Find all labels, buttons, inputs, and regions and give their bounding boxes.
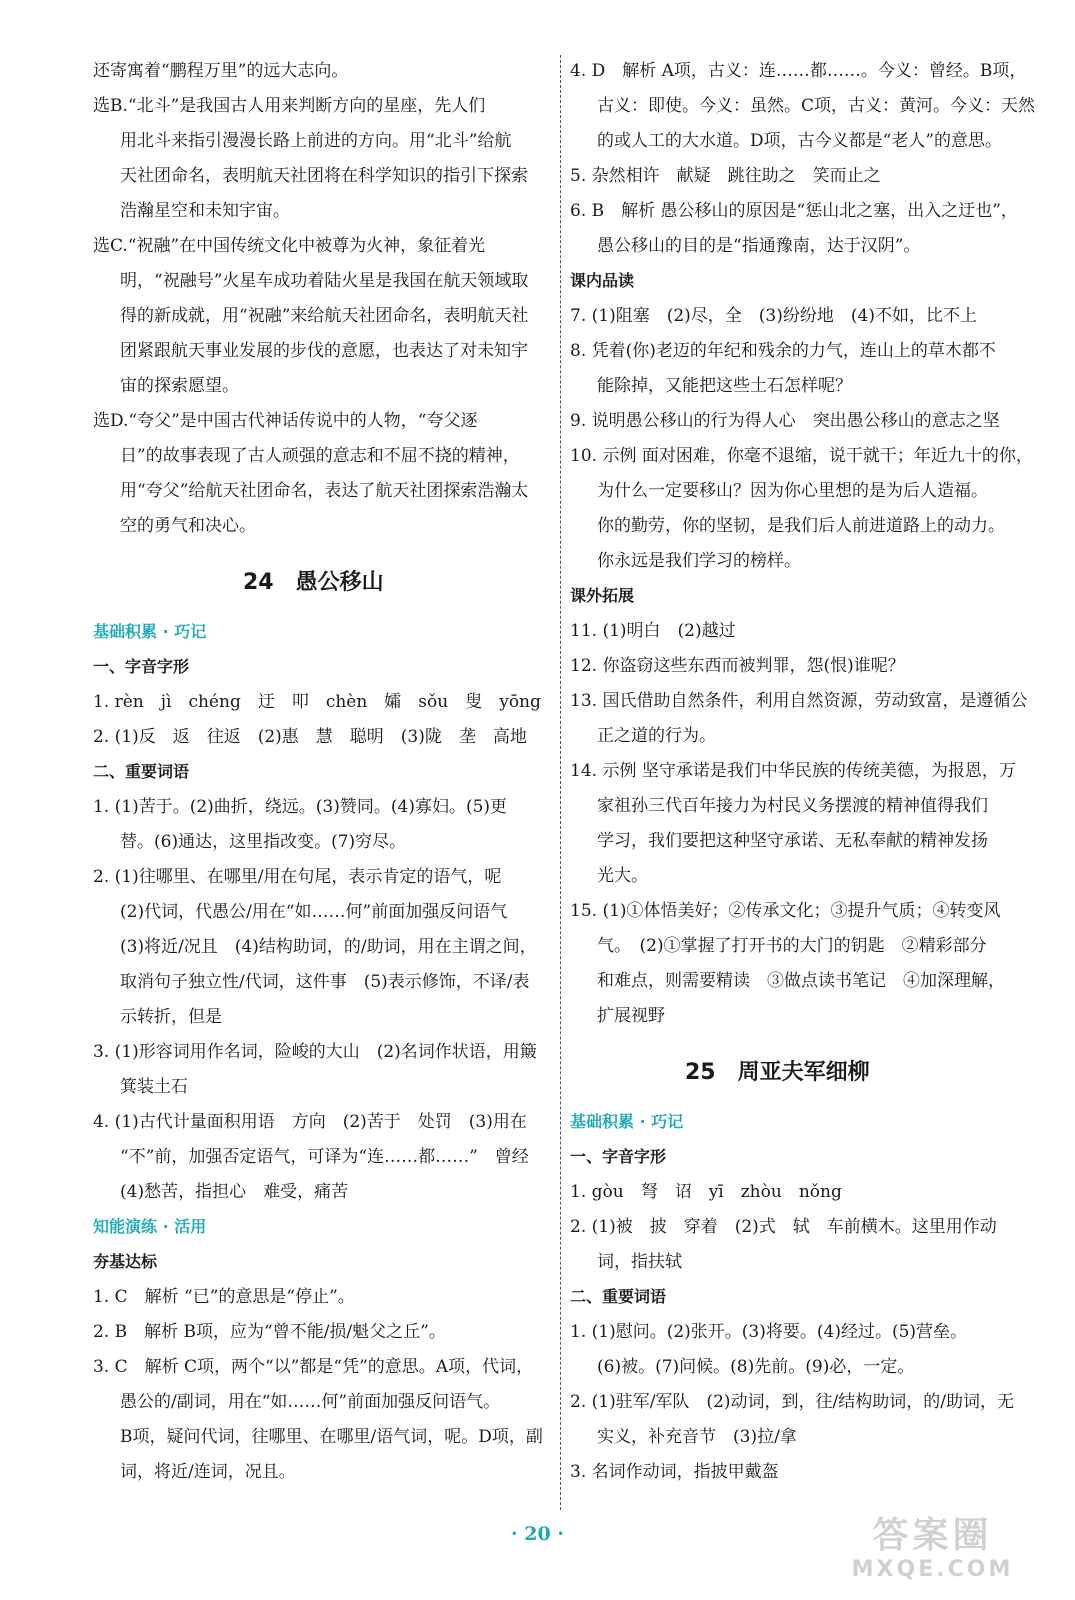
answer-line: 13. 国氏借助自然条件，利用自然资源，劳动致富，是遵循公 bbox=[570, 691, 1028, 711]
text-line: 浩瀚星空和未知宇宙。 bbox=[120, 201, 290, 221]
answer-line: 你的勤劳，你的坚韧，是我们后人前进道路上的动力。 bbox=[597, 516, 1005, 536]
answer-line: 愚公移山的目的是“指通豫南，达于汉阴”。 bbox=[597, 236, 921, 256]
page-number: · 20 · bbox=[511, 1523, 564, 1545]
answer-line: 15. (1)①体悟美好；②传承文化；③提升气质；④转变风 bbox=[570, 901, 1001, 921]
text-line: 空的勇气和决心。 bbox=[120, 516, 256, 536]
text-line: 用北斗来指引漫漫长路上前进的方向。用“北斗”给航 bbox=[120, 131, 512, 151]
answer-line: 8. 凭着(你)老迈的年纪和残余的力气，连山上的草木都不 bbox=[570, 341, 996, 361]
answer-line: 愚公的/副词，用在“如……何”前面加强反问语气。 bbox=[120, 1392, 501, 1412]
answer-line: 2. (1)被 披 穿着 (2)式 轼 车前横木。这里用作动 bbox=[570, 1217, 997, 1237]
answer-line: 气。 (2)①掌握了打开书的大门的钥匙 ②精彩部分 bbox=[597, 936, 987, 956]
answer-line: 古义：即使。今义：虽然。C项，古义：黄河。今义：天然 bbox=[597, 96, 1036, 116]
answer-line: 12. 你盗窃这些东西而被判罪，怨(恨)谁呢？ bbox=[570, 656, 905, 676]
answer-line: 4. (1)古代计量面积用语 方向 (2)苦于 处罚 (3)用在 bbox=[93, 1112, 527, 1132]
text-line: 选D.“夸父”是中国古代神话传说中的人物，“夸父逐 bbox=[93, 411, 478, 431]
answer-line: (4)愁苦，指担心 难受，痛苦 bbox=[120, 1182, 349, 1202]
answer-line: 5. 杂然相许 献疑 跳往助之 笑而止之 bbox=[570, 166, 881, 186]
answer-line: 2. (1)往哪里、在哪里/用在句尾，表示肯定的语气，呢 bbox=[93, 867, 502, 887]
watermark-logo bbox=[830, 1515, 1035, 1590]
subsection-heading: 二、重要词语 bbox=[93, 762, 190, 781]
answer-line: 3. C 解析 C项，两个“以”都是“凭”的意思。A项，代词， bbox=[93, 1357, 534, 1377]
text-line: 明，“祝融号”火星车成功着陆火星是我国在航天领域取 bbox=[120, 271, 529, 291]
subsection-heading: 夯基达标 bbox=[93, 1252, 158, 1271]
text-line: 还寄寓着“鹏程万里”的远大志向。 bbox=[93, 61, 349, 81]
text-line: 宙的探索愿望。 bbox=[120, 376, 239, 396]
watermark-text-top: 答案圈 bbox=[872, 1515, 993, 1556]
answer-line: 为什么一定要移山？因为你心里想的是为后人造福。 bbox=[597, 481, 988, 501]
answer-line: 光大。 bbox=[597, 866, 648, 886]
subsection-heading: 一、字音字形 bbox=[93, 657, 190, 676]
answer-line: 14. 示例 坚守承诺是我们中华民族的传统美德，为报恩，万 bbox=[570, 761, 1016, 781]
answer-line: 11. (1)明白 (2)越过 bbox=[570, 621, 736, 641]
text-line: 得的新成就，用“祝融”来给航天社团命名，表明航天社 bbox=[120, 306, 529, 326]
answer-line: 家祖孙三代百年接力为村民义务摆渡的精神值得我们 bbox=[597, 796, 988, 816]
text-line: 日”的故事表现了古人顽强的意志和不屈不挠的精神， bbox=[120, 446, 520, 466]
answer-line: 词，将近/连词，况且。 bbox=[120, 1462, 296, 1482]
answer-line: 7. (1)阻塞 (2)尽，全 (3)纷纷地 (4)不如，比不上 bbox=[570, 306, 977, 326]
section-heading: 知能演练 · 活用 bbox=[93, 1217, 207, 1236]
answer-line: 实义，补充音节 (3)拉/拿 bbox=[597, 1427, 797, 1447]
text-line: 选C.“祝融”在中国传统文化中被尊为火神，象征着光 bbox=[93, 236, 486, 256]
answer-line: “不”前，加强否定语气，可译为“连……都……” 曾经 bbox=[120, 1147, 529, 1167]
answer-line: 9. 说明愚公移山的行为得人心 突出愚公移山的意志之坚 bbox=[570, 411, 1000, 431]
column-divider bbox=[560, 55, 561, 1510]
section-heading: 基础积累 · 巧记 bbox=[570, 1112, 684, 1131]
answer-line: 扩展视野 bbox=[597, 1006, 665, 1026]
answer-line: 和难点，则需要精读 ③做点读书笔记 ④加深理解， bbox=[597, 971, 1005, 991]
subsection-heading: 一、字音字形 bbox=[570, 1147, 667, 1166]
answer-line: 1. rèn jì chéng 迂 叩 chèn 孀 sǒu 叟 yōng bbox=[93, 692, 541, 712]
subsection-heading: 课外拓展 bbox=[570, 586, 635, 605]
answer-line: 2. B 解析 B项，应为“曾不能/损/魁父之丘”。 bbox=[93, 1322, 446, 1342]
answer-line: 能除掉，又能把这些土石怎样呢？ bbox=[597, 376, 852, 396]
answer-line: 1. C 解析 “已”的意思是“停止”。 bbox=[93, 1287, 355, 1307]
answer-line: 10. 示例 面对困难，你毫不退缩，说干就干；年近九十的你， bbox=[570, 446, 1033, 466]
subsection-heading: 课内品读 bbox=[570, 271, 635, 290]
text-line: 天社团命名，表明航天社团将在科学知识的指引下探索 bbox=[120, 166, 528, 186]
answer-line: 3. 名词作动词，指披甲戴盔 bbox=[570, 1462, 779, 1482]
lesson-title: 24 愚公移山 bbox=[243, 570, 384, 595]
answer-line: 2. (1)驻军/军队 (2)动词，到，往/结构助词，的/助词，无 bbox=[570, 1392, 1014, 1412]
lesson-title: 25 周亚夫军细柳 bbox=[685, 1060, 870, 1085]
answer-line: (6)被。(7)问候。(8)先前。(9)必，一定。 bbox=[597, 1357, 915, 1377]
answer-line: 1. (1)苦于。(2)曲折，绕远。(3)赞同。(4)寡妇。(5)更 bbox=[93, 797, 508, 817]
answer-line: 你永远是我们学习的榜样。 bbox=[597, 551, 801, 571]
answer-line: 替。(6)通达，这里指改变。(7)穷尽。 bbox=[120, 832, 407, 852]
answer-line: B项，疑问代词，往哪里、在哪里/语气词，呢。D项，副 bbox=[120, 1427, 543, 1447]
watermark-text-bottom: MXQE.COM bbox=[851, 1557, 1014, 1582]
answer-line: (2)代词，代愚公/用在“如……何”前面加强反问语气 bbox=[120, 902, 508, 922]
answer-line: (3)将近/况且 (4)结构助词，的/助词，用在主谓之间， bbox=[120, 937, 537, 957]
section-heading: 基础积累 · 巧记 bbox=[93, 622, 207, 641]
answer-line: 正之道的行为。 bbox=[597, 726, 716, 746]
answer-line: 6. B 解析 愚公移山的原因是“惩山北之塞，出入之迂也”， bbox=[570, 201, 1018, 221]
answer-line: 4. D 解析 A项，古义：连……都……。今义：曾经。B项， bbox=[570, 61, 1027, 81]
answer-line: 的或人工的大水道。D项，古今义都是“老人”的意思。 bbox=[597, 131, 1003, 151]
answer-line: 3. (1)形容词用作名词，险峻的大山 (2)名词作状语，用簸 bbox=[93, 1042, 537, 1062]
answer-line: 学习，我们要把这种坚守承诺、无私奉献的精神发扬 bbox=[597, 831, 988, 851]
answer-line: 示转折，但是 bbox=[120, 1007, 222, 1027]
answer-line: 2. (1)反 返 往返 (2)惠 慧 聪明 (3)陇 垄 高地 bbox=[93, 727, 527, 747]
answer-line: 取消句子独立性/代词，这件事 (5)表示修饰，不译/表 bbox=[120, 972, 530, 992]
answer-line: 1. gòu 弩 诏 yī zhòu nǒng bbox=[570, 1182, 842, 1202]
subsection-heading: 二、重要词语 bbox=[570, 1287, 667, 1306]
text-line: 选B.“北斗”是我国古人用来判断方向的星座，先人们 bbox=[93, 96, 486, 116]
answer-line: 1. (1)慰问。(2)张开。(3)将要。(4)经过。(5)营垒。 bbox=[570, 1322, 968, 1342]
answer-line: 词，指扶轼 bbox=[597, 1252, 682, 1272]
text-line: 团紧跟航天事业发展的步伐的意愿，也表达了对未知宇 bbox=[120, 341, 528, 361]
text-line: 用“夸父”给航天社团命名，表达了航天社团探索浩瀚太 bbox=[120, 481, 529, 501]
answer-line: 箕装土石 bbox=[120, 1077, 188, 1097]
